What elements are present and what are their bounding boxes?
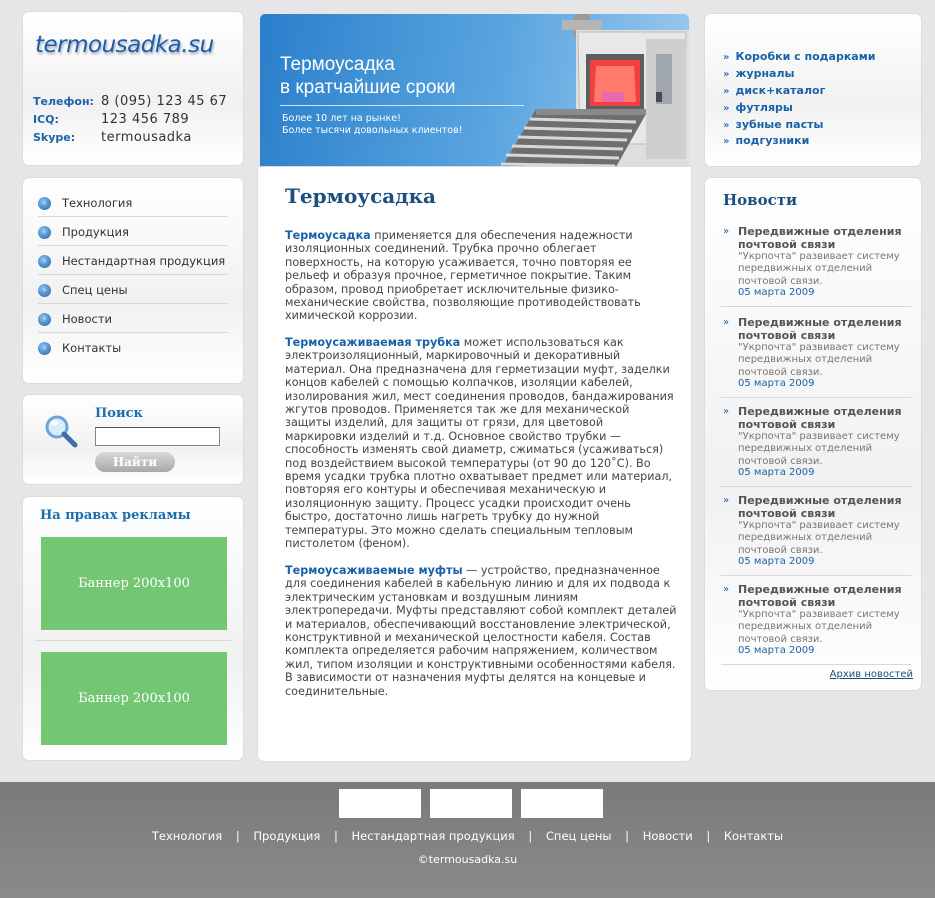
category-link[interactable] [723,118,823,131]
hero-subtitle-line2: Более тысячи довольных клиентов! [282,125,463,136]
double-chevron-icon: » [723,120,730,131]
footer-link-products[interactable]: Продукция [253,829,321,843]
news-box [705,178,921,690]
paragraph-text: применяется для обеспечения надежности изоляционных соединений. Трубка прочно облегает поверхность, на которую усаживается, точно повторяя ее рельеф и образуя прочное, герметичное покрытие. Таким образом, провод приобретает исключительные физико-механические свойства, позволяющие противодействовать химической коррозии. [285,229,641,323]
content-paragraph [285,229,677,323]
news-item[interactable] [721,494,911,576]
double-chevron-icon: » [723,406,730,417]
double-chevron-icon: » [723,69,730,80]
hero-title-line1: Термоусадка [280,54,395,75]
double-chevron-icon: » [723,103,730,114]
category-label: Коробки с подарками [735,50,876,63]
footer-link-news[interactable]: Новости [642,829,693,843]
category-label: зубные пасты [735,118,824,131]
search-input[interactable] [95,427,220,446]
double-chevron-icon: » [723,317,730,328]
news-headline[interactable]: Передвижные отделения почтовой связи [738,225,902,251]
news-item[interactable] [721,225,911,307]
double-chevron-icon: » [723,136,730,147]
nav-item-custom-products[interactable] [38,246,228,275]
nav-item-special-prices[interactable] [38,275,228,304]
arrow-bullet-icon: › [38,342,51,355]
hero-banner [260,14,689,167]
contact-label: ICQ: [33,113,59,126]
category-link[interactable] [723,101,793,114]
category-label: футляры [735,101,793,114]
footer-separator: | [528,829,533,843]
divider [35,640,231,641]
contact-value: 123 456 789 [101,112,190,127]
footer-copyright: ©termousadka.su [417,853,518,866]
category-label: диск+каталог [735,84,826,97]
page-title: Термоусадка [285,184,436,208]
news-text: "Укрпочта" развивает систему передвижных отделений почтовой связи. [738,251,900,287]
nav-item-label: Технология [62,196,133,210]
nav-item-label: Продукция [62,225,129,239]
double-chevron-icon: » [723,86,730,97]
news-headline[interactable]: Передвижные отделения почтовой связи [738,316,902,342]
footer [0,782,935,898]
site-logo[interactable]: termousadka.su [35,32,214,58]
footer-counter-box[interactable] [430,789,512,818]
news-headline[interactable]: Передвижные отделения почтовой связи [738,405,902,431]
news-headline[interactable]: Передвижные отделения почтовой связи [738,583,902,609]
contact-icq [33,112,189,127]
news-date: 05 марта 2009 [738,645,815,656]
ads-box [23,497,243,760]
footer-link-special-prices[interactable]: Спец цены [545,829,612,843]
news-text: "Укрпочта" развивает систему передвижных отделений почтовой связи. [738,342,900,378]
arrow-bullet-icon: › [38,313,51,326]
news-item[interactable] [721,316,911,398]
term-link[interactable]: Термоусаживаемые муфты [285,564,463,577]
term-link[interactable]: Термоусаживаемая трубка [285,336,461,349]
nav-item-news[interactable] [38,304,228,333]
nav-item-label: Контакты [62,341,122,355]
footer-counter-box[interactable] [521,789,603,818]
double-chevron-icon: » [723,584,730,595]
news-item[interactable] [721,405,911,487]
category-box [705,14,921,166]
news-date: 05 марта 2009 [738,378,815,389]
contact-skype [33,130,192,145]
footer-separator: | [706,829,711,843]
nav-item-label: Новости [62,312,112,326]
arrow-bullet-icon: › [38,226,51,239]
double-chevron-icon: » [723,226,730,237]
main-content [258,167,691,761]
nav-item-products[interactable] [38,217,228,246]
search-box [23,395,243,484]
footer-link-contacts[interactable]: Контакты [723,829,784,843]
hero-title-line2: в кратчайшие сроки [280,77,456,98]
ads-title: На правах рекламы [40,508,191,523]
shrink-machine-illustration [496,14,689,167]
ad-banner[interactable]: Баннер 200x100 [41,652,227,745]
nav-item-label: Нестандартная продукция [62,254,226,268]
arrow-bullet-icon: › [38,255,51,268]
news-title: Новости [723,191,798,209]
nav-item-label: Спец цены [62,283,128,297]
category-link[interactable] [723,67,795,80]
nav-item-technology[interactable] [38,188,228,217]
hero-subtitle-line1: Более 10 лет на рынке! [282,113,401,124]
double-chevron-icon: » [723,52,730,63]
news-text: "Укрпочта" развивает систему передвижных отделений почтовой связи. [738,609,900,645]
footer-nav [0,829,935,843]
news-date: 05 марта 2009 [738,467,815,478]
contact-value: 8 (095) 123 45 67 [101,94,228,109]
category-link[interactable] [723,50,875,63]
search-button[interactable]: Найти [95,452,175,472]
hero-divider [280,105,524,106]
logo-box [23,12,243,165]
contact-label: Skype: [33,131,76,144]
paragraph-text: может использоваться как электроизоляционный, маркировочный и декоративный материал. Она предназначена для герметизации муфт, заделки концов кабелей с помощью колпачков, изоляции кабелей, изолирования жил, мест соединения проводов, бандажирования жгутов проводов. Применяется так же для механической защиты изделий, для защиты от грязи, для цветовой маркировки изделий и т.д. Основное свойство трубки — способность изменять свой диаметр, сжиматься (усаживаться) под воздействием высокой температуры (от 90 до 120˚С). Во время усадки трубка плотно охватывает предмет или материал, повторяя его контуры и обеспечивая механическую и изоляционную защиту. Процесс усадки происходит очень быстро, достаточно лишь нагреть трубку до нужной температуры. Это можно сделать специальным тепловым пистолетом (феном). [285,336,674,551]
news-headline[interactable]: Передвижные отделения почтовой связи [738,494,902,520]
news-date: 05 марта 2009 [738,287,815,298]
footer-separator: | [333,829,338,843]
arrow-bullet-icon: › [38,197,51,210]
search-title: Поиск [95,406,143,421]
magnifier-icon [43,413,79,449]
main-nav [23,178,243,383]
footer-separator: | [235,829,240,843]
footer-link-technology[interactable]: Технология [151,829,223,843]
contact-value: termousadka [101,130,192,145]
category-link[interactable] [723,134,809,147]
nav-item-contacts[interactable] [38,333,228,362]
news-archive-link[interactable]: Архив новостей [829,669,913,680]
term-link[interactable]: Термоусадка [285,229,371,242]
double-chevron-icon: » [723,495,730,506]
paragraph-text: — устройство, предназначенное для соединения кабелей в кабельную линию и для их подвода к электрическим установкам и воздушным линиям электропередачи. Муфты представляют собой комплект деталей и материалов, обеспечивающий восстановление электрической, конструктивной и механической целостности кабеля. Состав комплекта определяется рабочим напряжением, количеством жил, типом изоляции и конструктивными особенностями кабеля. В зависимости от назначения муфты делятся на концевые и соединительные. [285,564,677,698]
category-label: подгузники [735,134,810,147]
footer-separator: | [625,829,630,843]
news-text: "Укрпочта" развивает систему передвижных отделений почтовой связи. [738,431,900,467]
content-paragraph [285,336,677,551]
news-date: 05 марта 2009 [738,556,815,567]
contact-label: Телефон: [33,95,94,108]
footer-counter-box[interactable] [339,789,421,818]
footer-link-custom-products[interactable]: Нестандартная продукция [351,829,515,843]
category-label: журналы [735,67,795,80]
content-paragraph [285,564,677,698]
news-text: "Укрпочта" развивает систему передвижных отделений почтовой связи. [738,520,900,556]
arrow-bullet-icon: › [38,284,51,297]
category-link[interactable] [723,84,825,97]
news-item[interactable] [721,583,911,665]
ad-banner[interactable]: Баннер 200x100 [41,537,227,630]
contact-phone [33,94,227,109]
